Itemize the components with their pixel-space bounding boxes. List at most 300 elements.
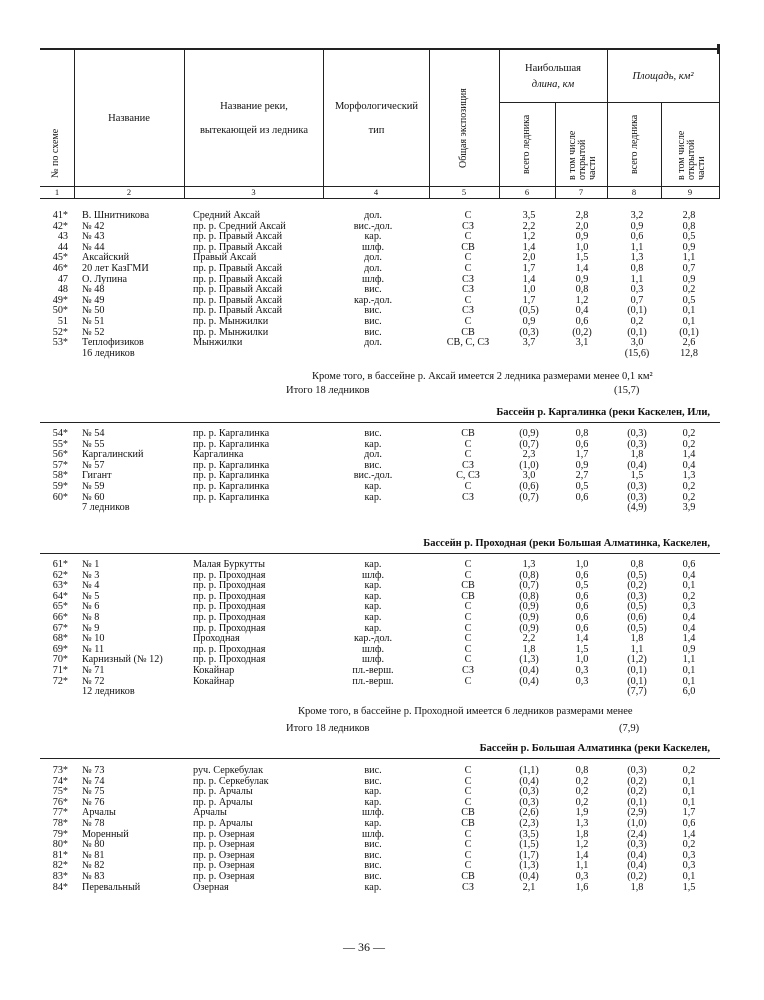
area-open: 0,4 [682, 611, 696, 623]
row-number: 81* [52, 849, 68, 861]
row-number: 67* [52, 622, 68, 634]
section-almatinka-title: Бассейн р. Большая Алматинка (реки Каскелен, [479, 743, 710, 754]
area-open: 6,0 [682, 686, 696, 698]
area-open: 0,2 [682, 491, 696, 503]
glacier-name: № 76 [82, 796, 105, 808]
row-number: 72* [52, 675, 68, 687]
row-number: 64* [52, 590, 68, 602]
exposure: СВ [461, 807, 475, 819]
length-open: 1,2 [575, 294, 589, 306]
length-open: 1,3 [575, 817, 589, 829]
morph-type: кар.-дол. [353, 294, 393, 306]
exposure: С [464, 643, 472, 655]
area-open: 2,6 [682, 337, 696, 349]
glacier-name: № 83 [82, 870, 105, 882]
river-name: Озерная [193, 881, 229, 893]
length-total: 1,4 [522, 241, 536, 253]
length-open: 1,5 [575, 252, 589, 264]
morph-type: вис. [364, 870, 382, 882]
glacier-name: В. Шнитникова [82, 210, 150, 221]
length-total: 2,0 [522, 252, 536, 264]
length-open: 1,9 [575, 807, 589, 819]
area-total: 3,0 [630, 337, 644, 349]
section-prokhodnaya-title: Бассейн р. Проходная (реки Большая Алматинка, Каскелен, [423, 538, 710, 549]
morph-type: шлф. [361, 569, 385, 581]
length-total: (1,7) [519, 849, 539, 861]
area-open: 0,4 [682, 459, 696, 471]
area-open: 0,3 [682, 601, 696, 613]
length-total: (0,3) [519, 796, 539, 808]
header-col-name: Название [108, 113, 150, 124]
area-open: 0,5 [682, 231, 696, 243]
row-number: 79* [52, 828, 68, 840]
area-open: 0,1 [682, 305, 696, 317]
length-total: 1,7 [522, 294, 536, 306]
river-name: пр. р. Арчалы [193, 796, 253, 808]
col-number-2: 2 [126, 187, 132, 197]
area-open: 3,9 [682, 502, 696, 514]
col-divider-3 [323, 50, 324, 198]
length-open: 0,3 [575, 664, 589, 676]
morph-type: вис. [364, 849, 382, 861]
river-name: пр. р. Озерная [193, 839, 255, 851]
exposure: С [464, 675, 472, 687]
table-top-rule [40, 48, 720, 50]
header-col-exposure: Общая экспозиция [458, 88, 469, 168]
area-total: 0,2 [630, 315, 644, 327]
glacier-name: № 73 [82, 765, 105, 776]
exposure: СЗ [462, 284, 474, 296]
length-total: 2,2 [522, 633, 536, 645]
length-total: (0,4) [519, 870, 539, 882]
area-total: (2,4) [627, 828, 647, 840]
length-open: 1,0 [575, 241, 589, 253]
length-total: (1,0) [519, 459, 539, 471]
river-name: пр. р. Мынжилки [193, 326, 269, 338]
table-row [0, 851, 764, 862]
area-total: (0,2) [627, 786, 647, 798]
length-open: 2,0 [575, 220, 589, 232]
morph-type: кар. [364, 580, 382, 592]
area-total: 1,1 [630, 241, 644, 253]
length-total: (0,3) [519, 786, 539, 798]
length-total: (0,7) [519, 580, 539, 592]
col-number-8: 8 [631, 187, 637, 197]
table-row [0, 450, 764, 461]
area-open: 0,2 [682, 590, 696, 602]
length-total: (0,7) [519, 491, 539, 503]
area-total: (0,4) [627, 849, 647, 861]
header-length-total: всего ледника [521, 114, 532, 174]
row-number: 43 [57, 231, 68, 243]
glacier-name: № 55 [82, 438, 105, 450]
length-open: 1,0 [575, 654, 589, 666]
exposure: СВ [461, 817, 475, 829]
exposure: С [464, 796, 472, 808]
glacier-name: О. Лупина [82, 273, 128, 285]
length-total: 3,0 [522, 470, 536, 482]
table-row [0, 429, 764, 440]
morph-type: дол. [364, 252, 382, 264]
morph-type: шлф. [361, 807, 385, 819]
area-open: 0,2 [682, 438, 696, 450]
river-name: пр. р. Озерная [193, 870, 255, 882]
col-number-9: 9 [687, 187, 693, 197]
area-total: (7,7) [627, 686, 647, 698]
length-total: (0,4) [519, 675, 539, 687]
header-col-morph-2: тип [368, 125, 385, 136]
header-col-morph-1: Морфологический [334, 101, 419, 112]
length-open: 0,4 [575, 305, 589, 317]
col-divider-8 [661, 102, 662, 198]
river-name: пр. р. Проходная [193, 569, 266, 581]
exposure: С [464, 654, 472, 666]
river-name: пр. р. Озерная [193, 849, 255, 861]
exposure: С, СЗ [456, 470, 480, 482]
section-aksai-total-value: (15,7) [614, 385, 640, 396]
section-aksai-total-label: Итого 18 ледников [286, 385, 370, 396]
glacier-name: № 9 [82, 622, 100, 634]
area-open: 0,5 [682, 294, 696, 306]
length-open: 1,4 [575, 849, 589, 861]
area-open: 0,1 [682, 775, 696, 787]
exposure: СВ [461, 326, 475, 338]
section-kargalinka-title: Бассейн р. Каргалинка (реки Каскелен, Или, [496, 407, 710, 418]
area-open: (0,1) [679, 326, 699, 338]
glacier-name: № 5 [82, 590, 100, 602]
length-total: (0,9) [519, 428, 539, 439]
morph-type: шлф. [361, 273, 385, 285]
morph-type: дол. [364, 449, 382, 461]
row-number: 53* [52, 337, 68, 349]
exposure: С [464, 622, 472, 634]
morph-type: кар. [364, 480, 382, 492]
exposure: С [464, 294, 472, 306]
length-total: 0,9 [522, 315, 536, 327]
morph-type: шлф. [361, 643, 385, 655]
area-total: (0,1) [627, 675, 647, 687]
river-name: пр. р. Правый Аксай [193, 241, 283, 253]
area-open: 1,4 [682, 828, 696, 840]
header-col-river-1: Название реки, [220, 101, 288, 112]
row-number: 44 [57, 241, 68, 253]
length-open: 2,7 [575, 470, 589, 482]
length-total: (3,5) [519, 828, 539, 840]
glacier-name: № 1 [82, 559, 100, 570]
exposure: СВ, С, СЗ [446, 337, 490, 349]
morph-type: вис. [364, 326, 382, 338]
area-open: 2,8 [682, 210, 696, 221]
morph-type: кар. [364, 786, 382, 798]
area-total: 0,7 [630, 294, 644, 306]
glacier-name: Теплофизиков [82, 337, 144, 349]
river-name: пр. р. Серкебулак [193, 775, 269, 787]
exposure: СВ [461, 428, 475, 439]
section-almatinka-rule [40, 758, 720, 759]
row-number: 63* [52, 580, 68, 592]
morph-type: кар. [364, 611, 382, 623]
area-total: 0,6 [630, 231, 644, 243]
col-divider-4 [429, 50, 430, 198]
glacier-name: № 3 [82, 569, 100, 581]
table-row [0, 560, 764, 571]
river-name: Мынжилки [193, 337, 243, 349]
glacier-name: № 54 [82, 428, 105, 439]
area-total: 1,1 [630, 643, 644, 655]
length-total: (2,6) [519, 807, 539, 819]
morph-type: дол. [364, 262, 382, 274]
area-total: 1,3 [630, 252, 644, 264]
table-row [0, 777, 764, 788]
area-open: 0,9 [682, 273, 696, 285]
river-name: пр. р. Озерная [193, 860, 255, 872]
exposure: СЗ [462, 881, 474, 893]
table-row [0, 581, 764, 592]
river-name: пр. р. Правый Аксай [193, 284, 283, 296]
morph-type: дол. [364, 210, 382, 221]
table-row [0, 592, 764, 603]
morph-type: вис.-дол. [353, 470, 393, 482]
length-total: (0,5) [519, 305, 539, 317]
area-open: 0,1 [682, 580, 696, 592]
river-name: пр. р. Арчалы [193, 786, 253, 798]
row-number: 62* [52, 569, 68, 581]
exposure: С [464, 611, 472, 623]
glacier-name: № 80 [82, 839, 105, 851]
area-open: 1,1 [682, 252, 696, 264]
length-open: 1,0 [575, 559, 589, 570]
col-divider-2 [184, 50, 185, 198]
section-almatinka-rows [0, 766, 764, 893]
table-row [0, 666, 764, 677]
table-row [0, 613, 764, 624]
glacier-name: Арчалы [82, 807, 116, 819]
area-open: 0,2 [682, 428, 696, 439]
morph-type: вис. [364, 428, 382, 439]
glacier-name: 16 ледников [82, 347, 135, 359]
length-open: (0,2) [572, 326, 592, 338]
area-total: (0,3) [627, 480, 647, 492]
morph-type: вис. [364, 765, 382, 776]
length-open: 0,2 [575, 775, 589, 787]
glacier-name: № 57 [82, 459, 105, 471]
length-open: 0,3 [575, 675, 589, 687]
section-prokhodnaya-rows [0, 560, 764, 698]
exposure: С [464, 315, 472, 327]
exposure: СВ [461, 241, 475, 253]
area-open: 0,6 [682, 559, 696, 570]
river-name: руч. Серкебулак [193, 765, 264, 776]
header-col-no: № по схеме [50, 128, 61, 178]
area-total: (0,1) [627, 305, 647, 317]
glacier-name: № 10 [82, 633, 105, 645]
glacier-name: № 60 [82, 491, 105, 503]
exposure: С [464, 210, 472, 221]
river-name: пр. р. Проходная [193, 580, 266, 592]
col-number-3: 3 [251, 187, 256, 197]
area-total: (0,5) [627, 601, 647, 613]
row-number: 70* [52, 654, 68, 666]
row-number: 45* [52, 252, 68, 264]
area-total: (1,0) [627, 817, 647, 829]
morph-type: шлф. [361, 241, 385, 253]
area-open: 0,8 [682, 220, 696, 232]
header-length-open-2: открытой [577, 139, 588, 180]
morph-type: вис. [364, 839, 382, 851]
glacier-name: № 75 [82, 786, 105, 798]
area-open: 0,4 [682, 569, 696, 581]
exposure: СВ [461, 590, 475, 602]
glacier-name: № 43 [82, 231, 105, 243]
row-number: 41* [52, 210, 68, 221]
length-open: 0,6 [575, 315, 589, 327]
exposure: СЗ [462, 305, 474, 317]
river-name: Каргалинка [193, 449, 244, 461]
morph-type: шлф. [361, 828, 385, 840]
length-open: 2,8 [575, 210, 589, 221]
row-number: 76* [52, 796, 68, 808]
length-open: 0,2 [575, 796, 589, 808]
area-open: 0,1 [682, 664, 696, 676]
glacier-name: № 48 [82, 284, 105, 296]
header-length-open-3: части [587, 156, 598, 180]
table-row [0, 482, 764, 493]
morph-type: вис.-дол. [353, 220, 393, 232]
area-total: 0,8 [630, 262, 644, 274]
length-open: 0,9 [575, 273, 589, 285]
exposure: СВ [461, 580, 475, 592]
morph-type: вис. [364, 305, 382, 317]
area-total: (15,6) [624, 347, 650, 359]
area-total: 3,2 [630, 210, 644, 221]
length-total: (2,3) [519, 817, 539, 829]
glacier-name: № 51 [82, 315, 105, 327]
exposure: СЗ [462, 491, 474, 503]
river-name: пр. р. Каргалинка [193, 438, 270, 450]
length-open: 1,4 [575, 633, 589, 645]
glacier-name: № 52 [82, 326, 105, 338]
length-total: (1,1) [519, 765, 539, 776]
area-open: 0,3 [682, 860, 696, 872]
length-total: 2,3 [522, 449, 536, 461]
table-row [0, 349, 764, 360]
table-row [0, 571, 764, 582]
river-name: пр. р. Правый Аксай [193, 273, 283, 285]
exposure: С [464, 828, 472, 840]
col-number-7: 7 [578, 187, 584, 197]
river-name: пр. р. Каргалинка [193, 470, 270, 482]
table-row [0, 861, 764, 872]
table-row [0, 872, 764, 883]
length-total: (0,7) [519, 438, 539, 450]
morph-type: кар.-дол. [353, 633, 393, 645]
morph-type: кар. [364, 601, 382, 613]
morph-type: вис. [364, 860, 382, 872]
river-name: пр. р. Каргалинка [193, 480, 270, 492]
section-prokhodnaya-note: Кроме того, в бассейне р. Проходной имеется 6 ледников размерами менее [298, 706, 633, 717]
length-open: 0,6 [575, 611, 589, 623]
glacier-name: Гигант [82, 470, 112, 482]
area-open: 0,1 [682, 315, 696, 327]
table-row [0, 211, 764, 222]
river-name: пр. р. Каргалинка [193, 491, 270, 503]
area-total: (0,2) [627, 775, 647, 787]
row-number: 83* [52, 870, 68, 882]
area-open: 12,8 [680, 347, 698, 359]
river-name: пр. р. Проходная [193, 643, 266, 655]
river-name: пр. р. Каргалинка [193, 459, 270, 471]
morph-type: кар. [364, 438, 382, 450]
river-name: Арчалы [193, 807, 227, 819]
area-open: 0,2 [682, 284, 696, 296]
section-kargalinka-rows [0, 429, 764, 514]
col-divider-9 [719, 50, 720, 198]
morph-type: кар. [364, 491, 382, 503]
length-open: 1,5 [575, 643, 589, 655]
length-open: 0,6 [575, 601, 589, 613]
area-total: (0,2) [627, 580, 647, 592]
glacier-name: Аксайский [82, 252, 130, 264]
area-total: (0,3) [627, 428, 647, 439]
river-name: Кокайнар [193, 664, 235, 676]
river-name: пр. р. Проходная [193, 601, 266, 613]
length-open: 1,4 [575, 262, 589, 274]
area-total: (0,1) [627, 326, 647, 338]
glacier-name: № 59 [82, 480, 105, 492]
exposure: СЗ [462, 459, 474, 471]
length-total: 2,1 [522, 881, 536, 893]
length-total: (1,5) [519, 839, 539, 851]
area-total: (0,3) [627, 765, 647, 776]
row-number: 66* [52, 611, 68, 623]
area-total: 1,8 [630, 633, 644, 645]
area-total: (0,4) [627, 459, 647, 471]
morph-type: кар. [364, 559, 382, 570]
length-total: (0,8) [519, 569, 539, 581]
area-total: 1,8 [630, 449, 644, 461]
exposure: С [464, 765, 472, 776]
row-number: 52* [52, 326, 68, 338]
length-total: (0,3) [519, 326, 539, 338]
glacier-name: Каргалинский [82, 449, 144, 461]
morph-type: кар. [364, 622, 382, 634]
morph-type: вис. [364, 459, 382, 471]
row-number: 78* [52, 817, 68, 829]
area-total: (0,3) [627, 491, 647, 503]
glacier-name: № 6 [82, 601, 100, 613]
row-number: 49* [52, 294, 68, 306]
row-number: 80* [52, 839, 68, 851]
exposure: С [464, 860, 472, 872]
row-number: 47 [57, 273, 68, 285]
exposure: СЗ [462, 220, 474, 232]
length-total: (0,4) [519, 775, 539, 787]
table-row [0, 840, 764, 851]
length-total: (0,4) [519, 664, 539, 676]
area-open: 0,2 [682, 765, 696, 776]
area-open: 0,1 [682, 675, 696, 687]
area-open: 0,6 [682, 817, 696, 829]
length-total: (1,3) [519, 860, 539, 872]
area-total: (0,2) [627, 870, 647, 882]
glacier-name: 7 ледников [82, 502, 130, 514]
area-total: 1,8 [630, 881, 644, 893]
row-number: 65* [52, 601, 68, 613]
morph-type: пл.-верш. [352, 664, 394, 676]
col-number-5: 5 [461, 187, 467, 197]
length-open: 0,8 [575, 765, 589, 776]
number-row-rule [40, 198, 720, 199]
